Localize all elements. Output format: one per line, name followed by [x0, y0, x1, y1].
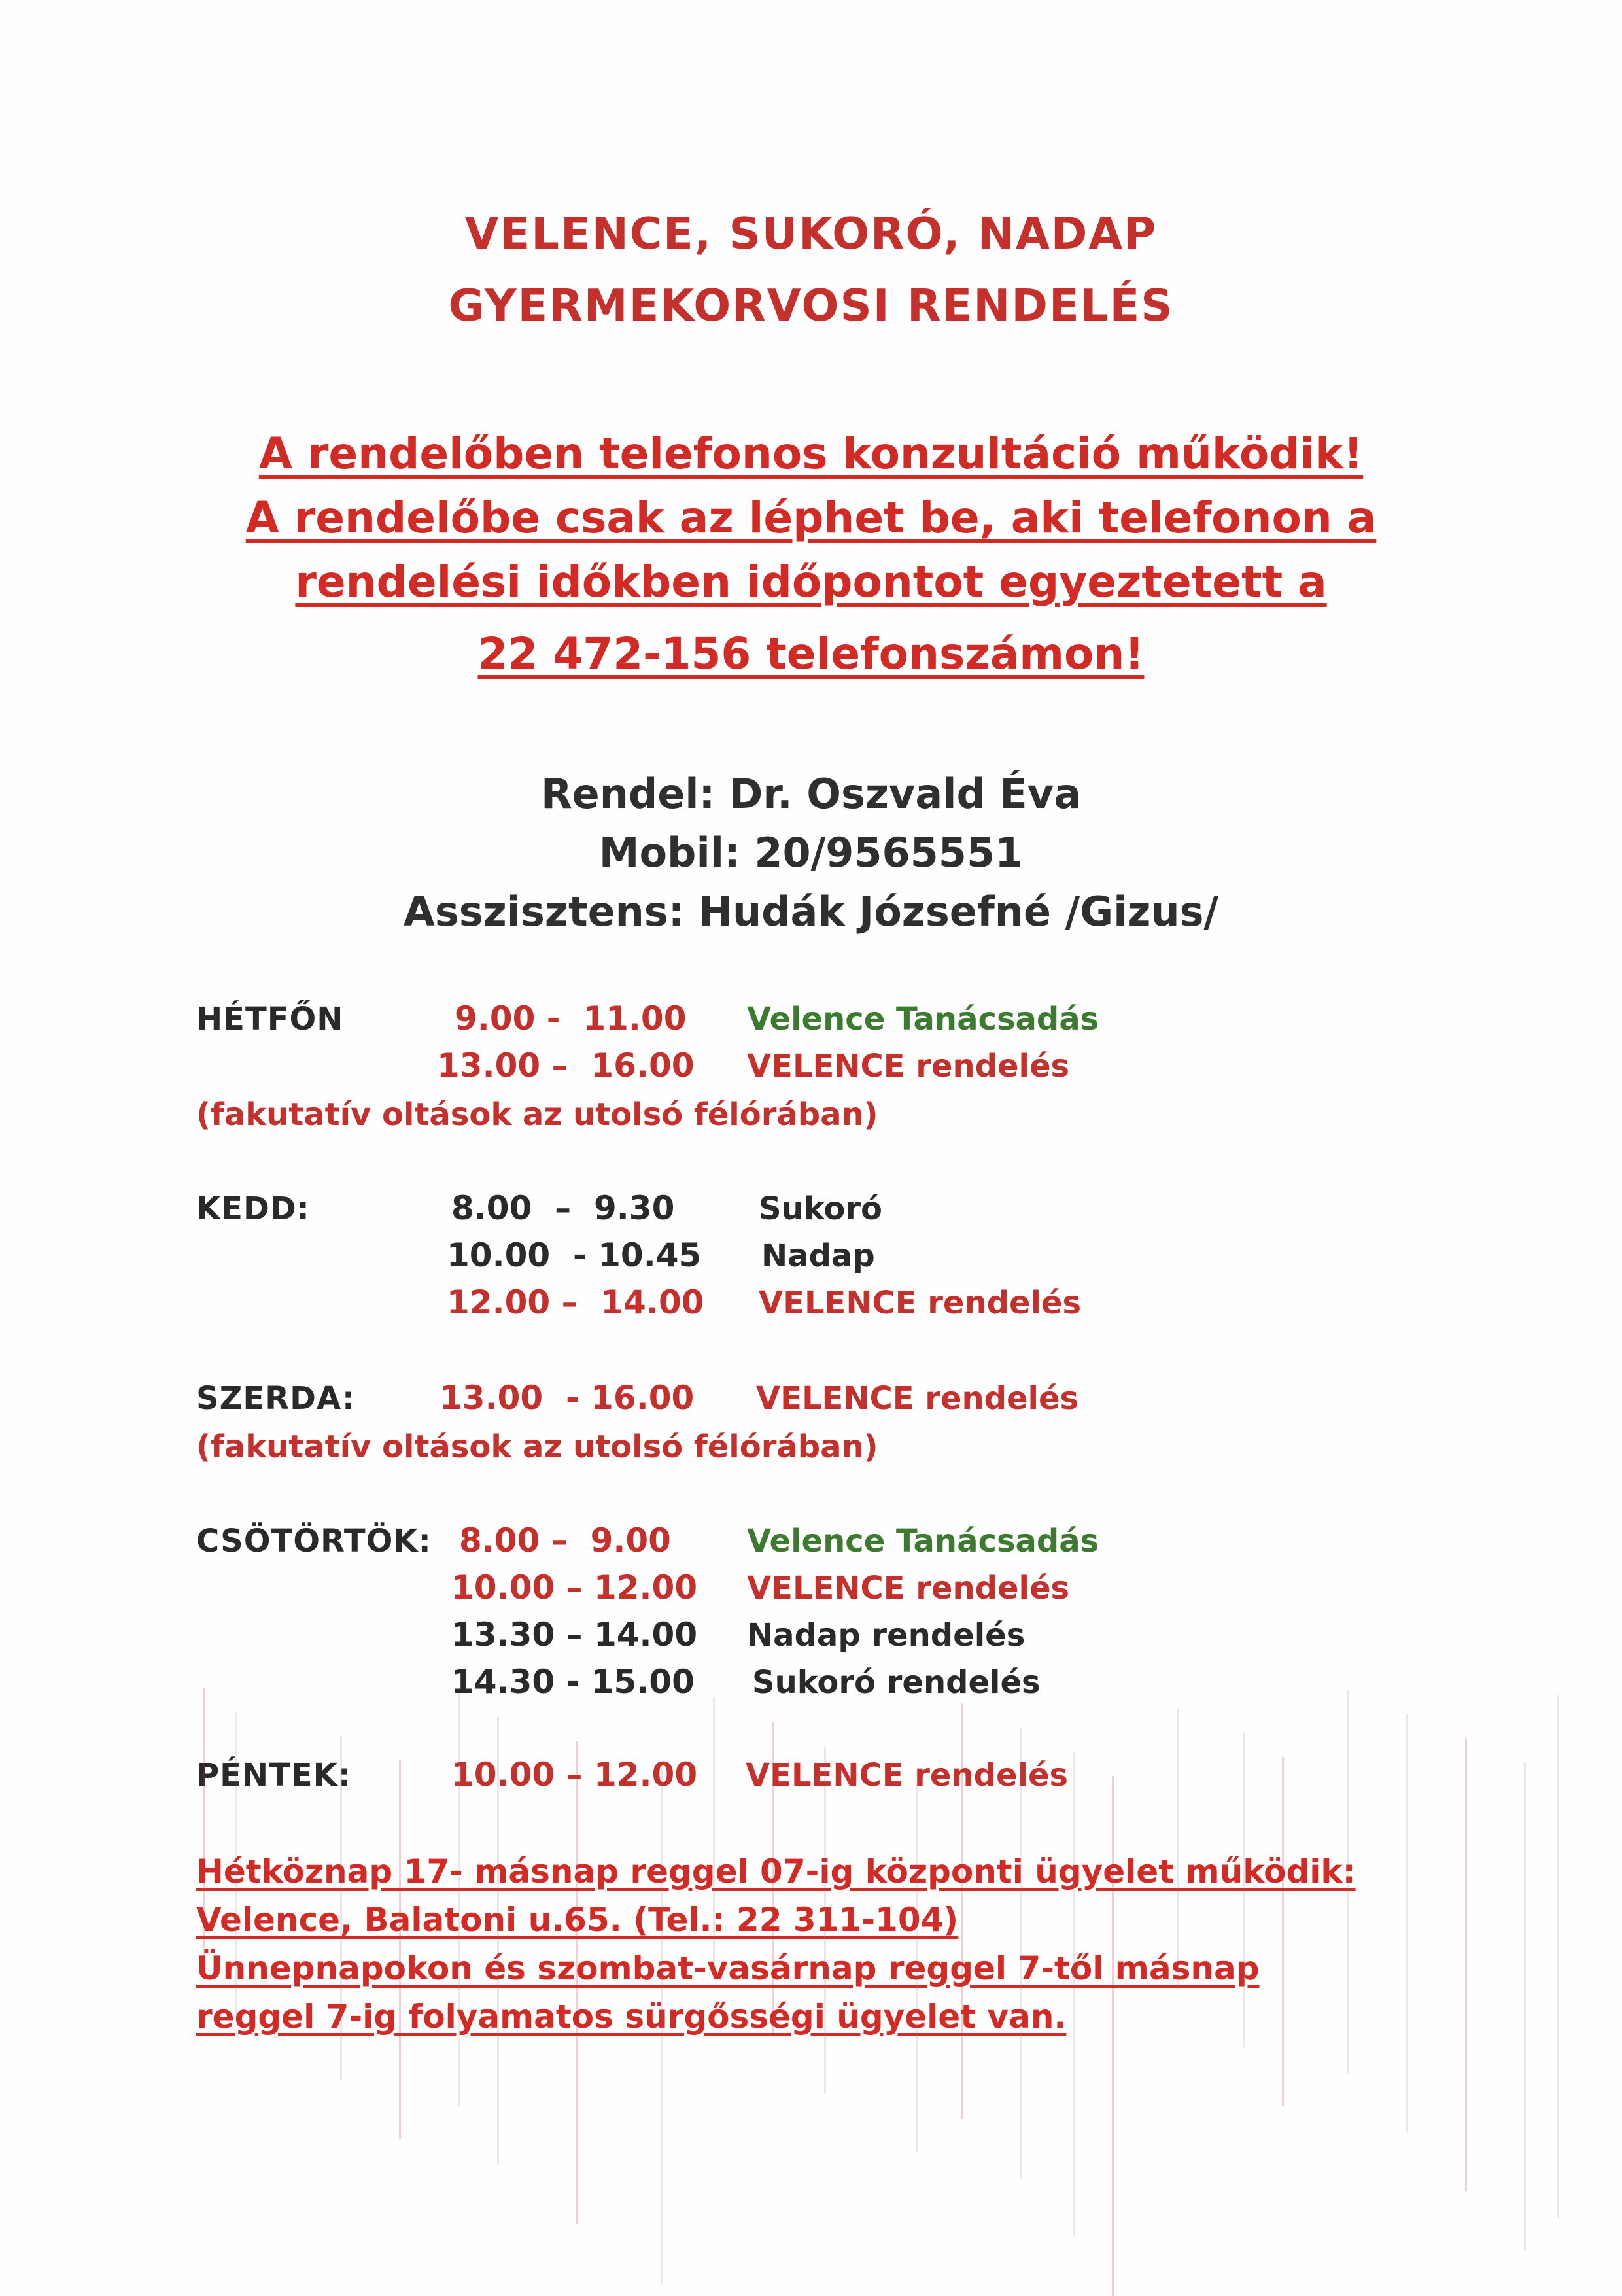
scan-streak: [458, 1693, 460, 2106]
footer-line3: Ünnepnapokon és szombat-vasárnap reggel 7-től másnap: [196, 1949, 1260, 1987]
tuesday-time-1: 8.00 – 9.30: [451, 1189, 675, 1227]
thursday-time-1: 8.00 – 9.00: [459, 1522, 671, 1559]
doctor-name: Rendel: Dr. Oszvald Éva: [540, 770, 1082, 818]
thursday-place-2: VELENCE rendelés: [747, 1570, 1070, 1607]
footer-line2: Velence, Balatoni u.65. (Tel.: 22 311-104): [196, 1901, 959, 1939]
wednesday-place-1: VELENCE rendelés: [756, 1380, 1079, 1417]
day-label-tuesday: KEDD:: [196, 1191, 310, 1227]
tuesday-time-3: 12.00 – 14.00: [447, 1283, 704, 1321]
notice-line1: A rendelőben telefonos konzultáció működik!: [258, 428, 1364, 479]
friday-place-1: VELENCE rendelés: [746, 1757, 1069, 1794]
wednesday-time-1: 13.00 - 16.00: [440, 1379, 695, 1417]
tuesday-place-3: VELENCE rendelés: [759, 1285, 1082, 1321]
monday-place-1: Velence Tanácsadás: [747, 1001, 1099, 1037]
day-label-thursday: CSÖTÖRTÖK:: [196, 1523, 432, 1559]
day-label-friday: PÉNTEK:: [196, 1757, 352, 1794]
scan-streak: [1557, 1695, 1559, 2218]
thursday-time-2: 10.00 – 12.00: [451, 1569, 698, 1607]
footer-line4: reggel 7-ig folyamatos sürgősségi ügyelet van.: [196, 1998, 1067, 2036]
thursday-place-1: Velence Tanácsadás: [747, 1523, 1099, 1559]
footer-line1: Hétköznap 17- másnap reggel 07-ig központi ügyelet működik:: [196, 1852, 1356, 1890]
scan-streak: [1177, 1709, 1179, 1989]
tuesday-place-1: Sukoró: [759, 1191, 882, 1227]
notice-line3: rendelési időkben időpontot egyeztetett a: [295, 557, 1327, 607]
scan-streak: [1524, 1762, 1526, 2250]
day-label-wednesday: SZERDA:: [196, 1380, 356, 1417]
wednesday-note: (fakutatív oltások az utolsó félórában): [196, 1429, 878, 1465]
scan-streak: [1465, 1738, 1467, 2191]
poster-title-line1: VELENCE, SUKORÓ, NADAP: [464, 208, 1158, 259]
thursday-time-3: 13.30 – 14.00: [451, 1616, 698, 1654]
thursday-place-3: Nadap rendelés: [747, 1617, 1026, 1654]
monday-note: (fakutatív oltások az utolsó félórában): [196, 1096, 878, 1133]
doctor-mobile: Mobil: 20/9565551: [598, 829, 1024, 877]
monday-time-2: 13.00 – 16.00: [437, 1047, 695, 1085]
day-label-monday: HÉTFŐN: [196, 1001, 344, 1037]
thursday-place-4: Sukoró rendelés: [752, 1664, 1041, 1701]
scan-streak: [1073, 1752, 1075, 2237]
poster-title-line2: GYERMEKORVOSI RENDELÉS: [448, 280, 1174, 331]
monday-time-1: 9.00 - 11.00: [455, 1000, 687, 1037]
monday-place-2: VELENCE rendelés: [747, 1048, 1070, 1085]
notice-phone: 22 472-156 telefonszámon!: [477, 629, 1145, 679]
notice-line2: A rendelőbe csak az léphet be, aki telefonon a: [245, 493, 1377, 543]
friday-time-1: 10.00 – 12.00: [451, 1756, 698, 1794]
assistant-name: Asszisztens: Hudák Józsefné /Gizus/: [403, 888, 1219, 935]
tuesday-time-2: 10.00 - 10.45: [447, 1236, 702, 1274]
thursday-time-4: 14.30 - 15.00: [451, 1663, 695, 1701]
tuesday-place-2: Nadap: [761, 1238, 875, 1274]
